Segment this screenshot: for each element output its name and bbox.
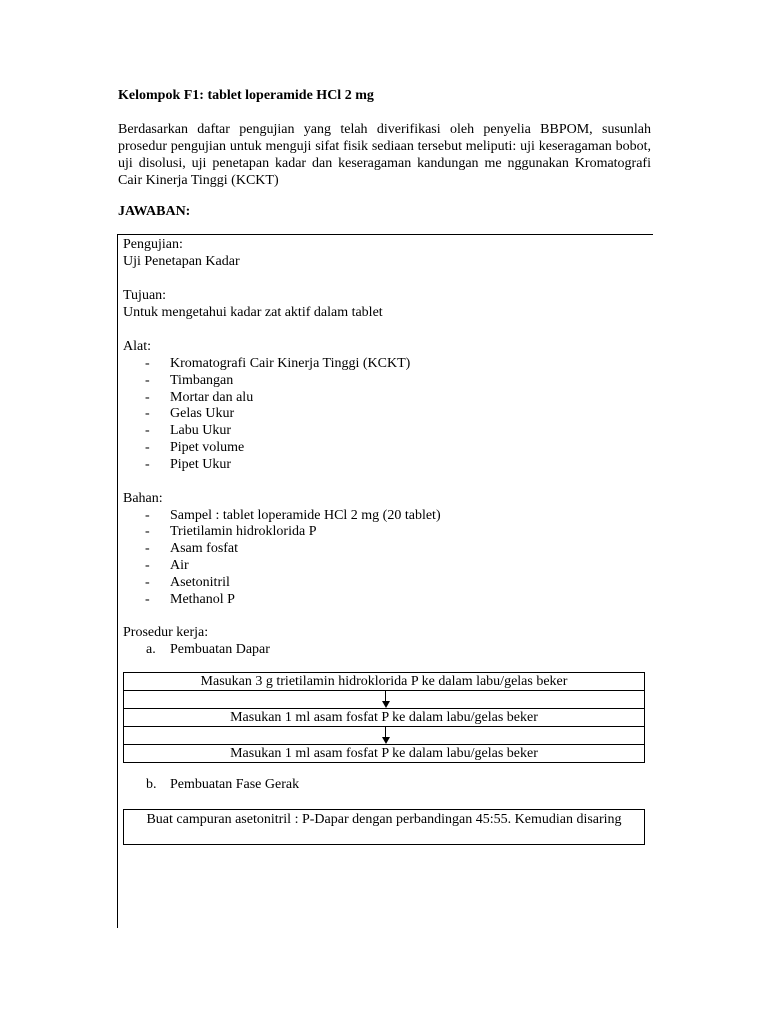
instruction-paragraph: Berdasarkan daftar pengujian yang telah diverifikasi oleh penyelia BBPOM, susunlah prosedur pengujian untuk menguji sifat fisik sediaan tersebut meliputi: uji keseragaman bobot, uji disolusi, uji penetapan kadar dan keseragaman kandungan me nggunakan Kromatografi Cair Kinerja Tinggi (KCKT) [118, 122, 651, 188]
step-a-heading: a. Pembuatan Dapar [146, 642, 270, 658]
alat-item: - Mortar dan alu [145, 389, 254, 405]
flow-fase-gerak [123, 809, 645, 845]
step-b-heading: b. Pembuatan Fase Gerak [146, 777, 300, 792]
tujuan-value: Untuk mengetahui kadar zat aktif dalam tablet [123, 305, 383, 320]
pengujian-label: Pengujian: [123, 237, 183, 252]
flow-step: Buat campuran asetonitril : P-Dapar dengan perbandingan 45:55. Kemudian disaring [146, 812, 622, 827]
alat-item: - Kromatografi Cair Kinerja Tinggi (KCKT) [145, 356, 411, 371]
flow-step: Masukan 1 ml asam fosfat P ke dalam labu/gelas beker [124, 709, 644, 727]
bahan-label: Bahan: [123, 490, 163, 506]
flow-dapar [123, 672, 645, 763]
alat-item: - Pipet volume [145, 439, 245, 455]
alat-item: - Pipet Ukur [145, 456, 232, 472]
alat-item: - Timbangan [145, 372, 234, 388]
flow-step: Masukan 1 ml asam fosfat P ke dalam labu/gelas beker [230, 746, 538, 761]
bahan-item: - Trietilamin hidroklorida P [145, 524, 317, 540]
pengujian-value: Uji Penetapan Kadar [123, 254, 240, 269]
prosedur-label: Prosedur kerja: [123, 625, 209, 641]
alat-label: Alat: [123, 339, 151, 354]
bahan-item: - Air [145, 557, 189, 573]
arrow-down-icon [124, 727, 644, 745]
flow-step: Masukan 3 g trietilamin hidroklorida P ke dalam labu/gelas beker [124, 673, 644, 691]
bahan-item: - Sampel : tablet loperamide HCl 2 mg (20 tablet) [145, 507, 441, 523]
alat-item: - Gelas Ukur [145, 406, 235, 422]
tujuan-label: Tujuan: [123, 288, 167, 303]
arrow-down-icon [124, 691, 644, 709]
bahan-item: - Methanol P [145, 591, 235, 607]
bahan-item: - Asetonitril [145, 574, 230, 590]
answer-content [123, 236, 648, 658]
bahan-item: - Asam fosfat [145, 541, 239, 557]
answer-label: JAWABAN: [118, 204, 191, 219]
document-heading: Kelompok F1: tablet loperamide HCl 2 mg [118, 88, 374, 103]
alat-item: - Labu Ukur [145, 423, 232, 439]
